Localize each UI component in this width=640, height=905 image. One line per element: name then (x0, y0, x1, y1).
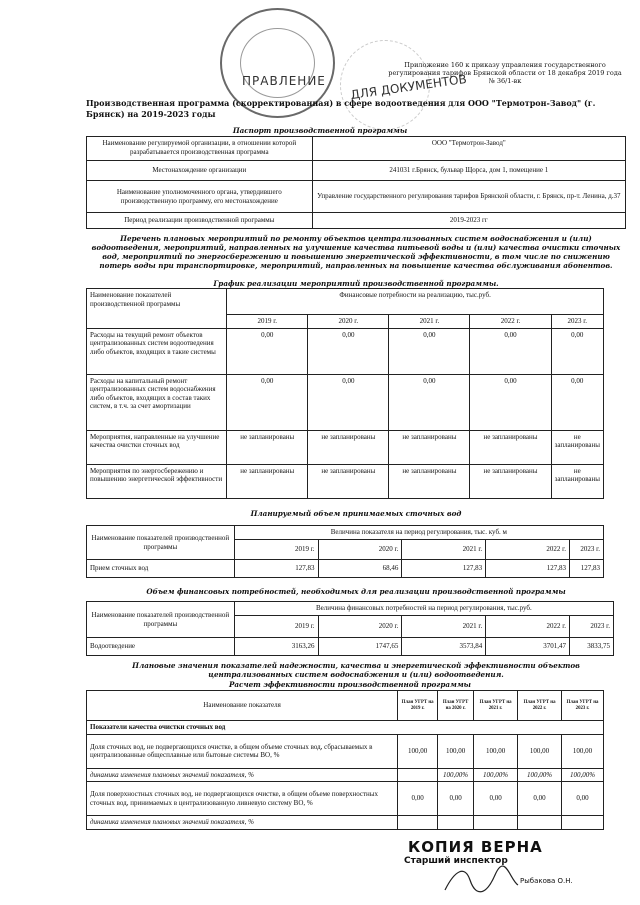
cell-value: не запланированы (551, 464, 603, 498)
row-label: динамика изменения плановых значений показателя, % (87, 816, 398, 830)
passport-value: 2019-2023 гг (312, 213, 625, 229)
table-row (87, 638, 614, 656)
cell-value (398, 816, 438, 830)
year-header: 2019 г. (234, 540, 318, 560)
cell-value: 0,00 (398, 782, 438, 816)
measures-subcaption: График реализации мероприятий производственной программы. (213, 279, 499, 288)
table-row (87, 161, 626, 181)
efficiency-caption: Плановые значения показателей надежности, качества и энергетической эффективности объектов централизованных систем водоснабжения и (или) водоотведения. (132, 661, 580, 679)
cell-value: 0,00 (389, 328, 470, 374)
efficiency-subcaption: Расчет эффективности производственной программы (229, 680, 471, 689)
finance-head-name: Наименование показателей производственной программы (87, 602, 235, 638)
inspector-name: Рыбакова О.Н. (520, 877, 573, 885)
table-header-row (87, 289, 604, 315)
cell-value (518, 816, 562, 830)
year-header: 2023 г. (569, 540, 603, 560)
passport-value: 241031 г.Брянск, бульвар Щорса, дом 1, помещение 1 (312, 161, 625, 181)
finance-table (86, 601, 614, 656)
table-header-row (87, 602, 614, 616)
table-row (87, 137, 626, 161)
passport-value: ООО "Термотрон-Завод" (312, 137, 625, 161)
section-label: Показатели качества очистки сточных вод (87, 721, 604, 735)
row-label: динамика изменения плановых значений показателя, % (87, 768, 398, 782)
table-row (87, 430, 604, 464)
cell-value: 100,00 (562, 734, 604, 768)
plan-header: План УГРТ на 2021 г. (474, 691, 518, 721)
cell-value: 0,00 (308, 328, 389, 374)
cell-value: 100,00 (398, 734, 438, 768)
signature-icon (440, 860, 520, 900)
year-header: 2023 г. (570, 616, 614, 638)
cell-value: не запланированы (551, 430, 603, 464)
measures-head-name: Наименование показателей производственной программы (87, 289, 227, 329)
cell-value: 0,00 (438, 782, 474, 816)
inspector-title: Старший инспектор (404, 856, 508, 866)
cell-value: не запланированы (389, 464, 470, 498)
table-row (87, 181, 626, 213)
cell-value: не запланированы (470, 430, 551, 464)
copy-verified-stamp: КОПИЯ ВЕРНА (408, 838, 543, 856)
cell-value: 127,83 (569, 560, 603, 578)
cell-value: 0,00 (470, 328, 551, 374)
year-header: 2021 г. (402, 616, 486, 638)
passport-table (86, 136, 626, 229)
measures-head-group: Финансовые потребности на реализацию, тыс.руб. (227, 289, 604, 315)
efficiency-table (86, 690, 604, 830)
plan-header: План УГРТ на 2022 г. (518, 691, 562, 721)
table-row (87, 560, 604, 578)
row-label: Доля поверхностных сточных вод, не подвергающихся очистке, в общем объеме поверхностных сточных вод, принимаемых в централизованную ливневую систему ВО, % (87, 782, 398, 816)
table-row (87, 768, 604, 782)
cell-value: 0,00 (551, 374, 603, 430)
document-title: Производственная программа (скорректированная) в сфере водоотведения для ООО "Термотрон-Завод" (г. Брянск) на 2019-2023 годы (86, 98, 596, 119)
year-header: 2020 г. (318, 616, 402, 638)
year-header: 2023 г. (551, 315, 603, 329)
appendix-note: Приложение 160 к приказу управления государственного регулирования тарифов Брянской области от 18 декабря 2019 года № 36/1-вк (388, 61, 622, 85)
cell-value: 1747,65 (318, 638, 402, 656)
stamp-text-2: ДЛЯ ДОКУМЕНТОВ (349, 71, 468, 103)
volume-head-group: Величина показателя на период регулирования, тыс. куб. м (234, 526, 603, 540)
year-header: 2020 г. (318, 540, 402, 560)
row-label: Расходы на капитальный ремонт централизованных систем водоснабжения либо объектов, входящих в состав таких систем, в т.ч. за счет амортизации (87, 374, 227, 430)
passport-label: Наименование регулируемой организации, в отношении которой разрабатывается производственная программа (87, 137, 313, 161)
volume-head-name: Наименование показателей производственной программы (87, 526, 235, 560)
cell-value: 100,00% (518, 768, 562, 782)
row-label: Мероприятия по энергосбережению и повышению энергетической эффективности (87, 464, 227, 498)
year-header: 2022 г. (470, 315, 551, 329)
table-header-row (87, 526, 604, 540)
section-row (87, 721, 604, 735)
year-header: 2022 г. (486, 540, 570, 560)
cell-value: 3833,75 (570, 638, 614, 656)
cell-value: не запланированы (308, 430, 389, 464)
cell-value: 100,00 (438, 734, 474, 768)
table-row (87, 464, 604, 498)
cell-value: 100,00% (438, 768, 474, 782)
passport-caption: Паспорт производственной программы (232, 126, 408, 135)
year-header: 2020 г. (308, 315, 389, 329)
passport-value: Управление государственного регулирования тарифов Брянской области, г. Брянск, пр-т. Ленина, д.37 (312, 181, 625, 213)
plan-header: План УГРТ на 2019 г. (398, 691, 438, 721)
table-row (87, 213, 626, 229)
cell-value: 100,00 (474, 734, 518, 768)
year-header: 2019 г. (227, 315, 308, 329)
cell-value: не запланированы (227, 430, 308, 464)
table-row (87, 782, 604, 816)
cell-value: 0,00 (227, 328, 308, 374)
cell-value: 100,00% (562, 768, 604, 782)
cell-value: 3701,47 (486, 638, 570, 656)
cell-value: 127,83 (402, 560, 486, 578)
cell-value: 127,83 (234, 560, 318, 578)
year-header: 2021 г. (389, 315, 470, 329)
cell-value: 0,00 (518, 782, 562, 816)
measures-table (86, 288, 604, 499)
efficiency-head-name: Наименование показателя (87, 691, 398, 721)
cell-value (474, 816, 518, 830)
cell-value: 0,00 (308, 374, 389, 430)
table-row (87, 816, 604, 830)
table-header-row (87, 691, 604, 721)
passport-label: Период реализации производственной программы (87, 213, 313, 229)
measures-caption: Перечень плановых мероприятий по ремонту объектов централизованных систем водоснабжения и (или) водоотведения, мероприятий, направленных на улучшение качества питьевой воды и (или) качества очистки сточных вод, мероприятий по энергосбережению и повышению энергетической эффективности, в том числе по снижению потерь воды при транспортировке, мероприятий, направленных на повышение качества обслуживания абонентов. (91, 234, 621, 270)
row-label: Доля сточных вод, не подвергающихся очистке, в общем объеме сточных вод, сбрасываемых в централизованные общесплавные или бытовые системы ВО, % (87, 734, 398, 768)
plan-header: План УГРТ на 2023 г. (562, 691, 604, 721)
cell-value: 0,00 (470, 374, 551, 430)
stamp-text: ПРАВЛЕНИЕ (242, 74, 326, 88)
volume-caption: Планируемый объем принимаемых сточных вод (250, 509, 462, 518)
cell-value (562, 816, 604, 830)
year-header: 2021 г. (402, 540, 486, 560)
finance-caption: Объем финансовых потребностей, необходимых для реализации производственной программы (146, 587, 566, 596)
row-label: Водоотведение (87, 638, 235, 656)
volume-table (86, 525, 604, 578)
cell-value: 100,00 (518, 734, 562, 768)
row-label: Мероприятия, направленные на улучшение качества очистки сточных вод (87, 430, 227, 464)
table-row (87, 734, 604, 768)
cell-value: не запланированы (227, 464, 308, 498)
cell-value: не запланированы (389, 430, 470, 464)
cell-value: 0,00 (389, 374, 470, 430)
passport-label: Наименование уполномоченного органа, утвердившего производственную программу, его местонахождение (87, 181, 313, 213)
passport-label: Местонахождение организации (87, 161, 313, 181)
cell-value (398, 768, 438, 782)
year-header: 2019 г. (234, 616, 318, 638)
table-row (87, 374, 604, 430)
cell-value: 3163,26 (234, 638, 318, 656)
cell-value: 0,00 (227, 374, 308, 430)
cell-value: 0,00 (562, 782, 604, 816)
cell-value: 100,00% (474, 768, 518, 782)
year-header: 2022 г. (486, 616, 570, 638)
cell-value: не запланированы (470, 464, 551, 498)
cell-value (438, 816, 474, 830)
cell-value: 68,46 (318, 560, 402, 578)
finance-head-group: Величина финансовых потребностей на период регулирования, тыс.руб. (234, 602, 613, 616)
plan-header: План УГРТ на 2020 г. (438, 691, 474, 721)
row-label: Расходы на текущий ремонт объектов централизованных систем водоотведения либо объектов, входящих в такие системы (87, 328, 227, 374)
table-row (87, 328, 604, 374)
cell-value: 0,00 (551, 328, 603, 374)
cell-value: 0,00 (474, 782, 518, 816)
cell-value: 3573,84 (402, 638, 486, 656)
cell-value: 127,83 (486, 560, 570, 578)
cell-value: не запланированы (308, 464, 389, 498)
row-label: Прием сточных вод (87, 560, 235, 578)
